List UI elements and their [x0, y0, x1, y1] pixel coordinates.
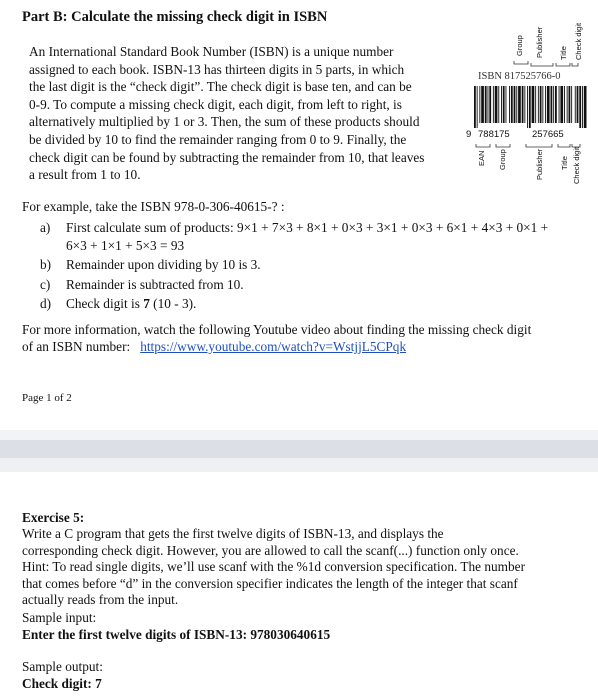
- intro-line: the last digit is the “check digit”. The check digit is base ten, and can be: [29, 79, 412, 95]
- barcode-bar: [579, 86, 581, 128]
- barcode-bar: [524, 86, 525, 123]
- barcode-bar: [479, 86, 480, 123]
- barcode-bar: [559, 86, 560, 123]
- barcode-bar: [527, 86, 528, 128]
- barcode-bar: [518, 86, 521, 123]
- barcode-bar: [506, 86, 507, 123]
- barcode-digits-right: 257665: [532, 129, 564, 140]
- step-marker: a): [40, 220, 51, 235]
- intro-line: An International Standard Book Number (ISBN) is a unique number: [29, 44, 394, 59]
- page-gap: [0, 458, 598, 472]
- page-number: Page 1 of 2: [22, 392, 72, 404]
- intro-line: check digit can be found by subtracting the remainder from 10, that leaves: [29, 149, 425, 165]
- sample-output: Check digit: 7: [22, 676, 102, 691]
- barcode-bar: [547, 86, 550, 123]
- barcode-bar: [567, 86, 568, 123]
- intro-line: a result from 1 to 10.: [29, 167, 141, 183]
- barcode-bar: [511, 86, 513, 123]
- barcode-bar: [485, 86, 487, 123]
- step-text: Remainder upon dividing by 10 is 3.: [66, 257, 261, 272]
- barcode-bar: [555, 86, 557, 123]
- exercise-text: Write a C program that gets the first twelve digits of ISBN-13, and displays the: [22, 526, 444, 542]
- label-title-top: Title: [559, 46, 568, 60]
- label-ean: EAN: [477, 150, 486, 166]
- example-steps: [40, 219, 588, 315]
- barcode-bar: [514, 86, 516, 123]
- page-gap: [0, 430, 598, 440]
- video-link[interactable]: https://www.youtube.com/watch?v=WstjjL5CPqk: [140, 339, 407, 354]
- intro-line: 0-9. To compute a missing check digit, each digit, from left to right, is: [29, 96, 402, 112]
- sample-input: Enter the first twelve digits of ISBN-13: 978030640615: [22, 627, 331, 642]
- barcode-bar: [498, 86, 499, 123]
- barcode-bar: [564, 86, 565, 123]
- exercise-line: [22, 510, 588, 543]
- barcode-bar: [582, 86, 583, 128]
- barcode-bar: [477, 86, 478, 128]
- sample-input-label: Sample input:: [22, 610, 97, 625]
- barcode-bars: [474, 86, 587, 128]
- exercise-line: that comes before “d” in the conversion specifier indicates the length of the integer that scanf: [22, 575, 518, 591]
- step-item: [40, 256, 588, 274]
- step-marker: d): [40, 296, 52, 311]
- exercise-line: actually reads from the input.: [22, 592, 179, 608]
- barcode-digits-left: 788175: [478, 129, 510, 140]
- intro-line: be divided by 10 to find the remainder ranging from 0 to 9. Finally, the: [29, 131, 407, 147]
- step-item: [40, 276, 588, 294]
- barcode-bar: [545, 86, 546, 123]
- barcode-bar: [488, 86, 489, 123]
- barcode-bar: [493, 86, 494, 123]
- barcode-bar: [569, 86, 571, 123]
- step-text: First calculate sum of products: 9×1 + 7×3 + 8×1 + 0×3 + 3×1 + 0×3 + 6×1 + 4×3 + 0×1 +: [66, 220, 549, 235]
- barcode-bar: [535, 86, 536, 123]
- barcode-bar: [577, 86, 579, 123]
- label-group-top: Group: [515, 35, 524, 56]
- barcode-bar: [501, 86, 502, 123]
- barcode-bar: [489, 86, 491, 123]
- barcode-bar: [538, 86, 539, 123]
- sample-output-label: Sample output:: [22, 659, 103, 674]
- intro-paragraph: [29, 43, 453, 184]
- barcode-bar: [532, 86, 535, 123]
- more-info-line: For more information, watch the following Youtube video about finding the missing check digit: [22, 322, 532, 337]
- isbn-caption: ISBN 817525766-0: [478, 71, 561, 82]
- page-separator-band: [0, 440, 598, 458]
- barcode-bar: [575, 86, 576, 123]
- barcode-bar: [553, 86, 554, 123]
- label-check-digit-top: Check digit: [574, 22, 583, 60]
- barcode-bar: [481, 86, 484, 123]
- step-marker: c): [40, 276, 51, 292]
- more-info: [22, 321, 588, 355]
- isbn-barcode-figure: [466, 14, 590, 184]
- barcode-bar: [551, 86, 553, 123]
- step-text: Check digit is: [66, 296, 144, 311]
- barcode-bar: [571, 86, 572, 123]
- step-marker: b): [40, 257, 52, 272]
- barcode-bar: [584, 86, 587, 128]
- barcode-bar: [474, 86, 476, 128]
- more-info-line: of an ISBN number:: [22, 339, 131, 354]
- label-check-digit-bottom: Check digit: [572, 146, 581, 184]
- barcode-bar: [540, 86, 542, 123]
- barcode-bar: [522, 86, 524, 123]
- page-two: [0, 472, 598, 700]
- step-text-continued: 6×3 + 1×1 + 5×3 = 93: [66, 237, 185, 253]
- step-item: [40, 295, 588, 313]
- barcode-digit-lead: 9: [466, 129, 472, 140]
- step-text: Remainder is subtracted from 10.: [66, 276, 244, 292]
- exercise-line: corresponding check digit. However, you are allowed to call the scanf(...) function only once.: [22, 542, 519, 558]
- barcode-bar: [529, 86, 531, 128]
- label-title-bottom: Title: [560, 156, 569, 170]
- barcode-bar: [516, 86, 517, 123]
- intro-line: alternatively multiplied by 1 or 3. Then, the sum of these products should: [29, 114, 420, 130]
- label-publisher-top: Publisher: [535, 26, 544, 58]
- example-intro: For example, take the ISBN 978-0-306-40615-? :: [22, 199, 285, 214]
- label-publisher-bottom: Publisher: [535, 148, 544, 180]
- barcode-bar: [542, 86, 543, 123]
- exercise-5-paragraph: [22, 510, 588, 608]
- exercise-label: Exercise 5:: [22, 510, 85, 525]
- barcode-bar: [509, 86, 510, 123]
- barcode-bar: [560, 86, 563, 123]
- intro-line: assigned to each book. ISBN-13 has thirteen digits in 5 parts, in which: [29, 61, 405, 77]
- exercise-line: Hint: To read single digits, we’ll use scanf with the %1d conversion specification. The number: [22, 559, 526, 575]
- barcode-bar: [495, 86, 498, 123]
- step-text-tail: (10 - 3).: [149, 296, 197, 311]
- section-title: Part B: Calculate the missing check digit in ISBN: [22, 9, 328, 25]
- barcode-bar: [503, 86, 505, 123]
- check-digit-value: 7: [143, 296, 150, 311]
- label-group-bottom: Group: [498, 149, 507, 170]
- step-item: [40, 219, 588, 254]
